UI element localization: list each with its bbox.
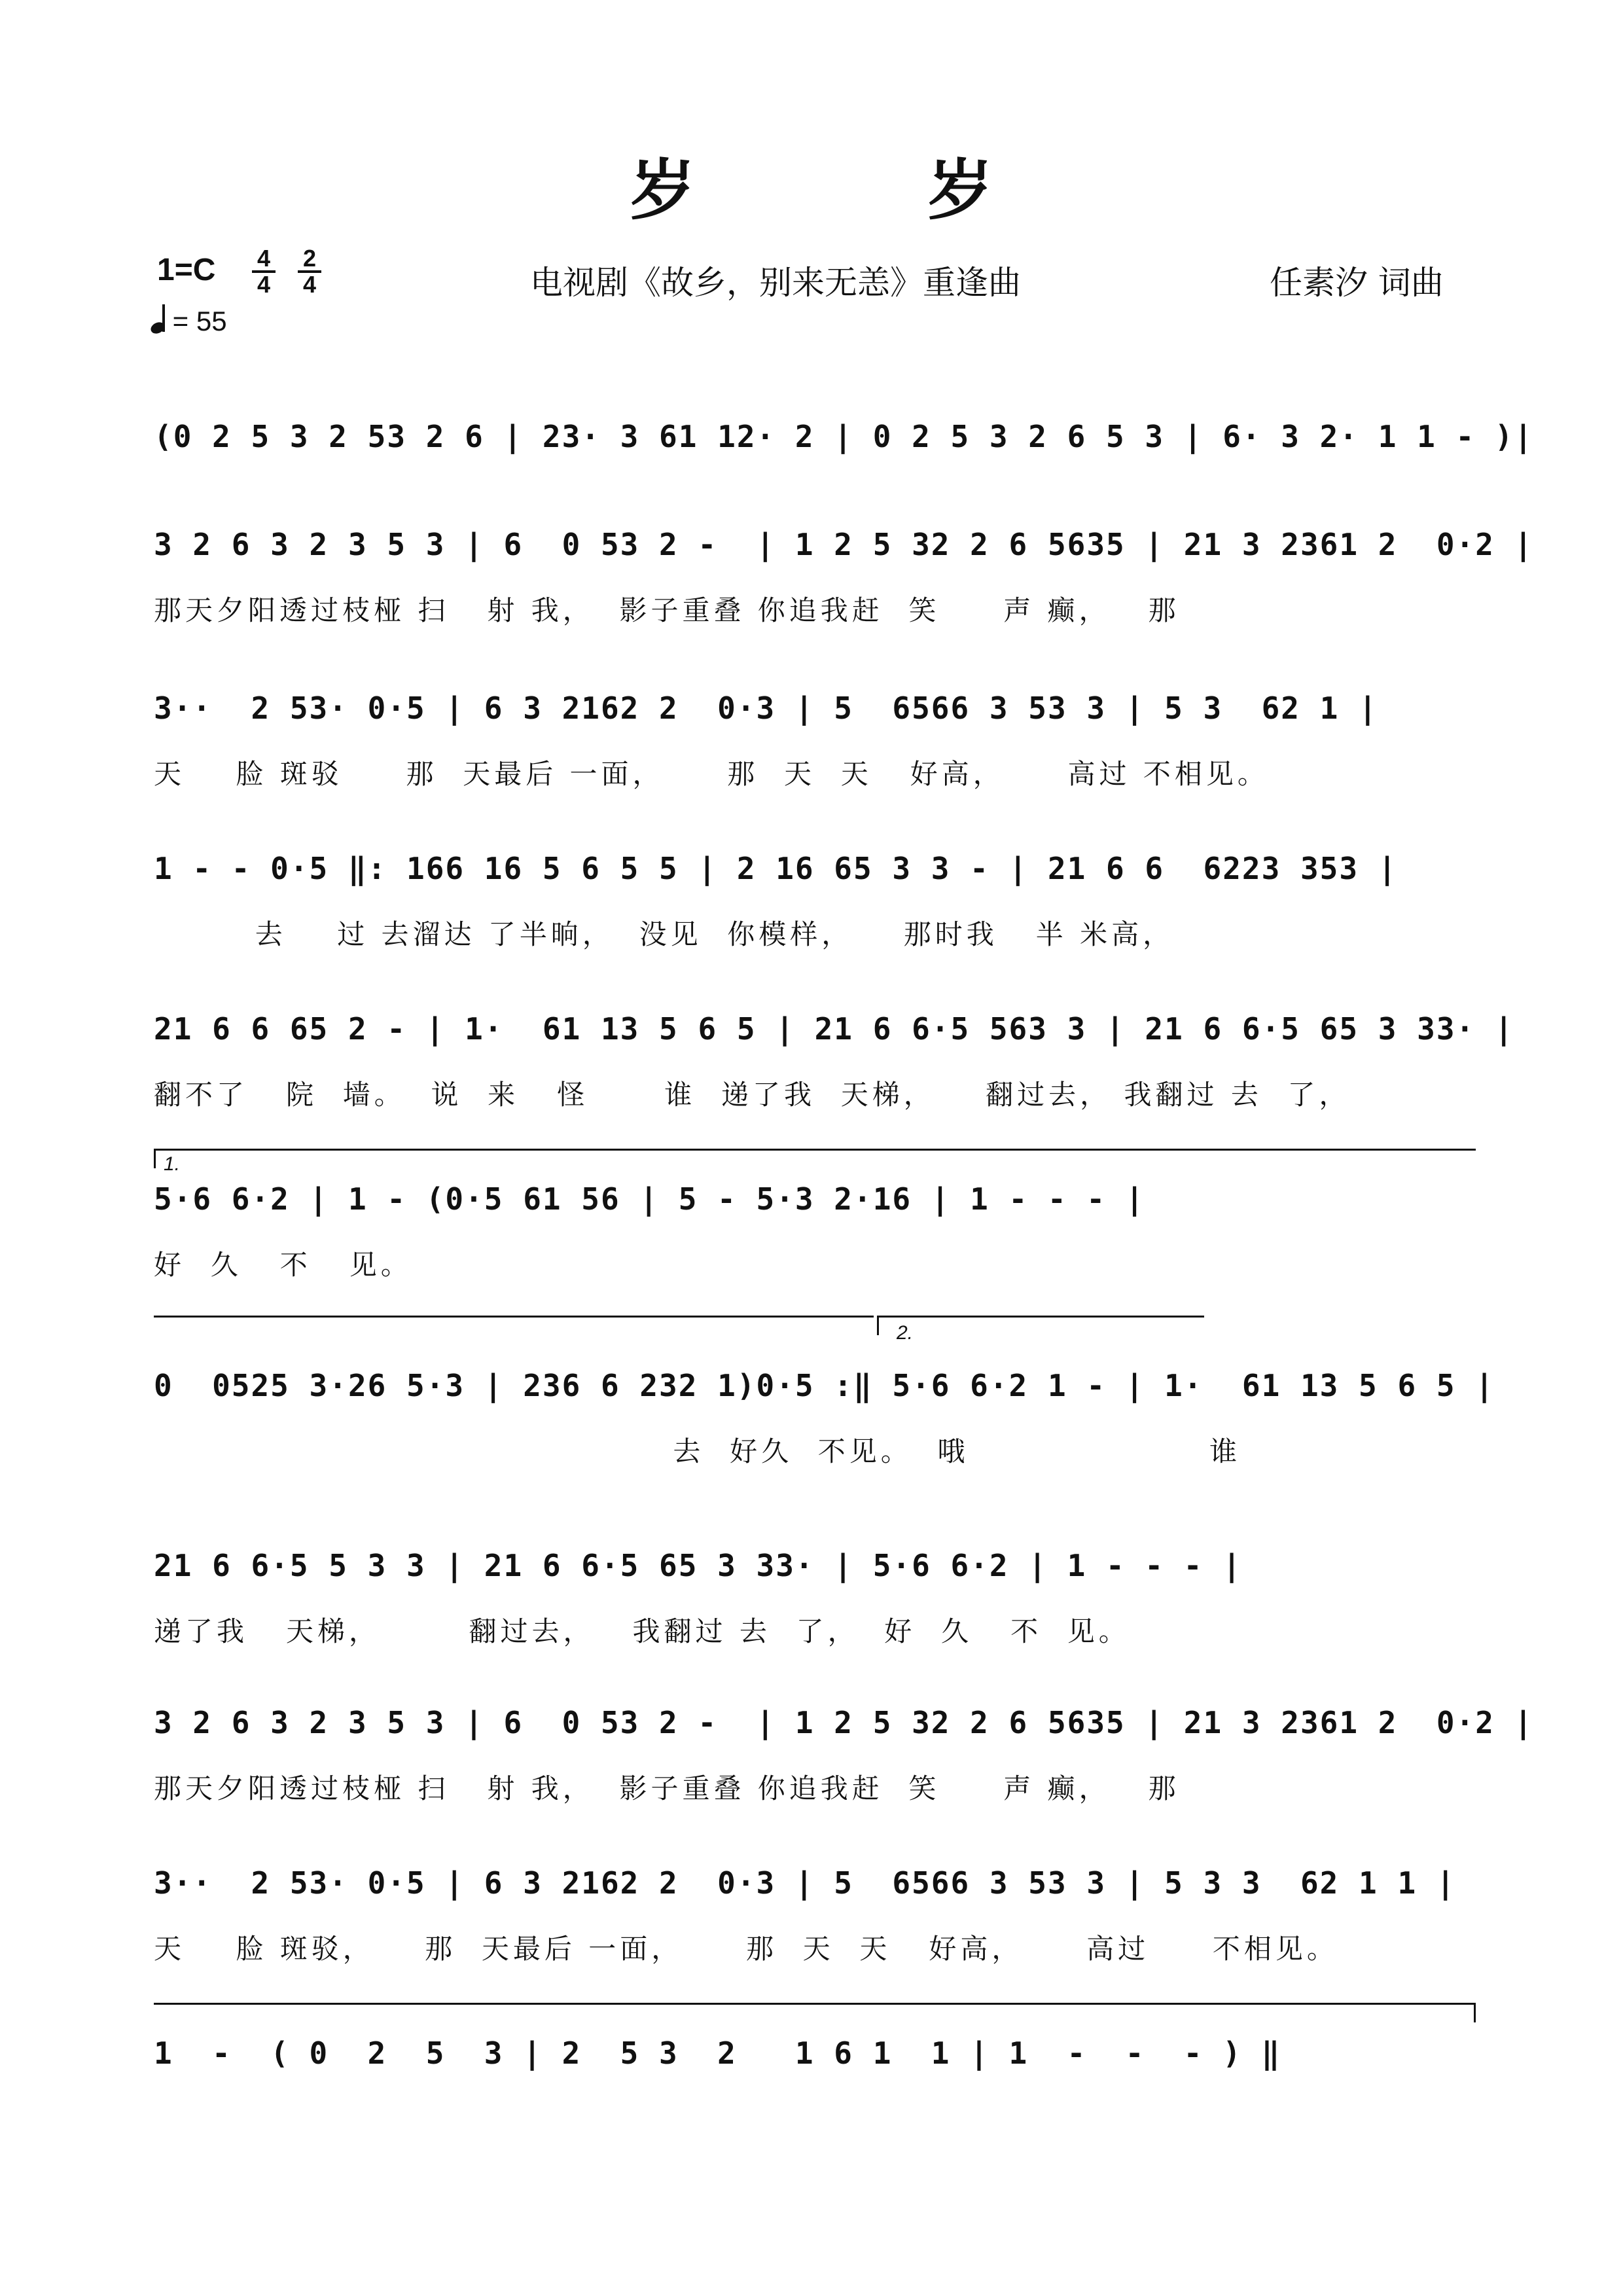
key-signature: 1=C bbox=[157, 253, 216, 287]
volta-bracket-tick bbox=[877, 1316, 879, 1335]
volta-label-2: 2. bbox=[897, 1322, 914, 1344]
notation-line: (0 2 5 3 2 53 2 6 | 23· 3 61 12· 2 | 0 2 5 3 2 6 5 3 | 6· 3 2· 1 1 - )| bbox=[154, 419, 1534, 454]
notation-line: 3·· 2 53· 0·5 | 6 3 2162 2 0·3 | 5 6566 3 53 3 | 5 3 62 1 | bbox=[154, 691, 1378, 726]
lyrics-line: 那天夕阳透过枝桠 扫 射 我， 影子重叠 你追我赶 笑 声 癫， 那 bbox=[154, 594, 1180, 626]
time-sig-numerator: 2 bbox=[302, 245, 317, 272]
lyrics-line: 递了我 天梯， 翻过去， 我翻过 去 了， 好 久 不 见。 bbox=[154, 1615, 1130, 1647]
tempo-value: = 55 bbox=[172, 306, 227, 336]
notation-line: 21 6 6 65 2 - | 1· 61 13 5 6 5 | 21 6 6·5 563 3 | 21 6 6·5 65 3 33· | bbox=[154, 1011, 1514, 1047]
song-title: 岁 岁 bbox=[630, 151, 1098, 228]
lyrics-line: 天 脸 斑驳 那 天最后 一面， 那 天 天 好高， 高过 不相见。 bbox=[154, 758, 1269, 790]
lyrics-line: 天 脸 斑驳， 那 天最后 一面， 那 天 天 好高， 高过 不相见。 bbox=[154, 1933, 1338, 1965]
volta-bracket-2 bbox=[877, 1316, 1204, 1318]
notation-line: 1 - - 0·5 ‖: 166 16 5 6 5 5 | 2 16 65 3 3 - | 21 6 6 6223 353 | bbox=[154, 851, 1398, 886]
time-sig-denominator: 4 bbox=[302, 271, 317, 298]
lyrics-line: 翻不了 院 墙。 说 来 怪 谁 递了我 天梯， 翻过去， 我翻过 去 了， bbox=[154, 1079, 1351, 1111]
notation-line: 5·6 6·2 | 1 - (0·5 61 56 | 5 - 5·3 2·16 | 1 - - - | bbox=[154, 1181, 1145, 1217]
lyrics-line: 去 过 去溜达 了半晌， 没见 你模样， 那时我 半 米高， bbox=[154, 918, 1175, 950]
volta-bracket-1 bbox=[154, 1149, 1476, 1151]
notation-line: 1 - ( 0 2 5 3 | 2 5 3 2 1 6 1 1 | 1 - - - ) ‖ bbox=[154, 2036, 1281, 2071]
time-signature-4-4 bbox=[252, 247, 276, 296]
lyrics-line: 好 久 不 见。 bbox=[154, 1249, 412, 1281]
coda-bracket-tick bbox=[1474, 2003, 1476, 2022]
coda-bracket bbox=[154, 2003, 1476, 2005]
time-sig-numerator: 4 bbox=[257, 245, 271, 272]
volta-bracket-ending bbox=[154, 1316, 874, 1318]
volta-bracket-tick bbox=[154, 1149, 156, 1168]
volta-label-1: 1. bbox=[164, 1153, 181, 1175]
time-sig-denominator: 4 bbox=[257, 271, 271, 298]
subtitle: 电视剧《故乡，别来无恙》重逢曲 bbox=[530, 264, 1021, 302]
notation-line: 3 2 6 3 2 3 5 3 | 6 0 53 2 - | 1 2 5 32 2 6 5635 | 21 3 2361 2 0·2 | bbox=[154, 527, 1534, 562]
tempo-marking bbox=[151, 304, 227, 337]
lyrics-line: 去 好久 不见。 哦 谁 bbox=[154, 1435, 1241, 1467]
notation-line: 3·· 2 53· 0·5 | 6 3 2162 2 0·3 | 5 6566 3 53 3 | 5 3 3 62 1 1 | bbox=[154, 1865, 1456, 1901]
credit: 任素汐 词曲 bbox=[1270, 264, 1444, 302]
notation-line: 21 6 6·5 5 3 3 | 21 6 6·5 65 3 33· | 5·6 6·2 | 1 - - - | bbox=[154, 1548, 1242, 1583]
lyrics-line: 那天夕阳透过枝桠 扫 射 我， 影子重叠 你追我赶 笑 声 癫， 那 bbox=[154, 1772, 1180, 1804]
notation-line: 0 0525 3·26 5·3 | 236 6 232 1)0·5 :‖ 5·6 6·2 1 - | 1· 61 13 5 6 5 | bbox=[154, 1368, 1495, 1403]
notation-line: 3 2 6 3 2 3 5 3 | 6 0 53 2 - | 1 2 5 32 2 6 5635 | 21 3 2361 2 0·2 | bbox=[154, 1705, 1534, 1740]
time-signature-2-4 bbox=[298, 247, 321, 296]
